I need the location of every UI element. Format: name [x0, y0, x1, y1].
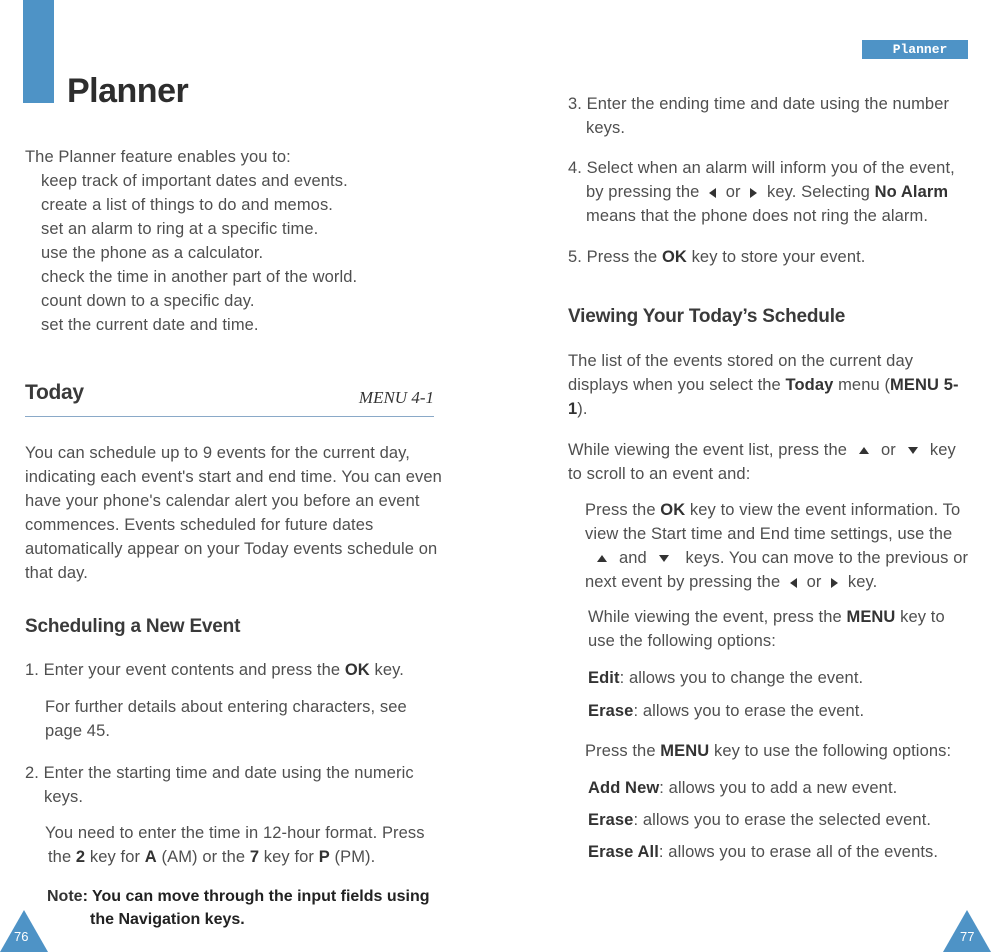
accent-bar — [23, 0, 54, 103]
step-1: 1. Enter your event contents and press the OK key. — [25, 661, 404, 679]
option-add-new: Add New: allows you to add a new event. — [588, 779, 898, 797]
press-ok-paragraph: Press the OK key to view the event information. To view the Start time and End time settings, use the and keys. You can move to the previous or next event by pressing the or key. — [585, 501, 969, 591]
section-tab — [862, 40, 968, 59]
left-arrow-icon — [709, 188, 716, 198]
menu-reference: MENU 4-1 — [358, 388, 434, 407]
viewing-scroll: While viewing the event list, press the or key to scroll to an event and: — [568, 441, 956, 483]
page-number-right: 77 — [960, 929, 975, 944]
list-item: create a list of things to do and memos. — [41, 196, 333, 214]
press-menu-event: While viewing the event, press the MENU key to use the following options: — [588, 608, 945, 650]
today-divider — [25, 416, 434, 417]
list-item: set an alarm to ring at a specific time. — [41, 220, 319, 238]
up-arrow-icon — [859, 447, 869, 454]
today-heading: Today — [25, 381, 84, 404]
page-title: Planner — [67, 72, 189, 110]
note: Note: You can move through the input fields using the Navigation keys. — [47, 888, 430, 928]
option-erase: Erase: allows you to erase the event. — [588, 702, 865, 720]
step-5: 5. Press the OK key to store your event. — [568, 248, 866, 266]
scheduling-heading: Scheduling a New Event — [25, 616, 241, 637]
step-4: 4. Select when an alarm will inform you of the event, by pressing the or key. Selecting No Alarm means that the phone does not ring the alarm. — [568, 159, 955, 225]
left-arrow-icon — [790, 578, 797, 588]
up-arrow-icon — [597, 555, 607, 562]
page-number-left: 76 — [14, 929, 29, 944]
list-item: use the phone as a calculator. — [41, 244, 264, 262]
intro-list — [41, 169, 357, 337]
list-item: check the time in another part of the world. — [41, 268, 358, 286]
list-item: count down to a specific day. — [41, 292, 255, 310]
right-arrow-icon — [750, 188, 757, 198]
step-2-note: You need to enter the time in 12-hour format. Press the 2 key for A (AM) or the 7 key for P (PM). — [45, 824, 425, 866]
intro-lead: The Planner feature enables you to: — [25, 148, 291, 166]
viewing-heading: Viewing Your Today’s Schedule — [568, 306, 846, 327]
down-arrow-icon — [908, 447, 918, 454]
option-edit: Edit: allows you to change the event. — [588, 669, 864, 687]
option-erase-all: Erase All: allows you to erase all of the events. — [588, 843, 939, 861]
down-arrow-icon — [659, 555, 669, 562]
today-body: You can schedule up to 9 events for the current day, indicating each event's start and end time. You can even have your phone's calendar alert you before an event commences. Events scheduled for future dates automatically appear on your Today events schedule on that day. — [25, 444, 442, 582]
right-arrow-icon — [831, 578, 838, 588]
option-erase-selected: Erase: allows you to erase the selected event. — [588, 811, 932, 829]
list-item: keep track of important dates and events. — [41, 172, 348, 190]
step-3: 3. Enter the ending time and date using the number keys. — [568, 95, 950, 137]
list-item: set the current date and time. — [41, 316, 259, 334]
section-tab-label: Planner — [892, 42, 948, 57]
press-menu-list: Press the MENU key to use the following options: — [585, 742, 952, 760]
step-2: 2. Enter the starting time and date using the numeric keys. — [25, 764, 414, 806]
viewing-intro: The list of the events stored on the current day displays when you select the Today menu (MENU 5- 1). — [568, 352, 959, 418]
note-label: Note — [47, 888, 83, 905]
step-1-note: For further details about entering characters, see page 45. — [45, 698, 407, 740]
